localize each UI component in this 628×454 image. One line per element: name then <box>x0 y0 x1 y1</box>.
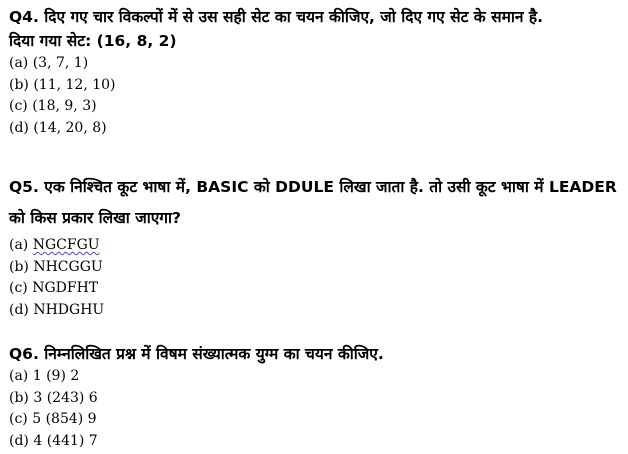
question-4-options <box>9 53 621 139</box>
question-5-line-1: Q5. एक निश्चित कूट भाषा में, BASIC को DDULE लिखा जाता है. तो उसी कूट भाषा में LEADER <box>9 178 617 196</box>
option-c: (c) NGDFHT <box>9 280 99 296</box>
option-c: (c) (18, 9, 3) <box>9 98 97 114</box>
option-a: (a) (3, 7, 1) <box>9 55 89 71</box>
option-c: (c) 5 (854) 9 <box>9 411 97 427</box>
question-6-text <box>9 342 621 366</box>
option-b: (b) 3 (243) 6 <box>9 389 98 406</box>
question-6-options <box>9 366 621 452</box>
option-d: (d) (14, 20, 8) <box>9 119 107 136</box>
option-a-prefix: (a) <box>9 237 33 253</box>
question-6-line-1: Q6. निम्नलिखित प्रश्न में विषम संख्यात्मक युग्म का चयन कीजिए. <box>9 345 384 363</box>
option-d: (d) NHDGHU <box>9 301 105 318</box>
option-a <box>9 235 621 257</box>
question-4-line-2: दिया गया सेट: (16, 8, 2) <box>9 32 177 50</box>
question-4 <box>9 5 621 139</box>
question-4-text <box>9 5 621 53</box>
question-5-options <box>9 235 621 321</box>
option-a: (a) 1 (9) 2 <box>9 368 80 384</box>
question-5 <box>9 172 621 321</box>
question-5-line-2: को किस प्रकार लिखा जाएगा? <box>9 209 182 227</box>
option-a-spellcheck-word: NGCFGU <box>32 237 100 253</box>
option-b: (b) NHCGGU <box>9 258 103 275</box>
question-6 <box>9 342 621 452</box>
question-5-text <box>9 172 621 234</box>
option-d: (d) 4 (441) 7 <box>9 432 98 449</box>
option-b: (b) (11, 12, 10) <box>9 76 116 93</box>
question-4-line-1: Q4. दिए गए चार विकल्पों में से उस सही सेट का चयन कीजिए, जो दिए गए सेट के समान है. <box>9 8 543 26</box>
